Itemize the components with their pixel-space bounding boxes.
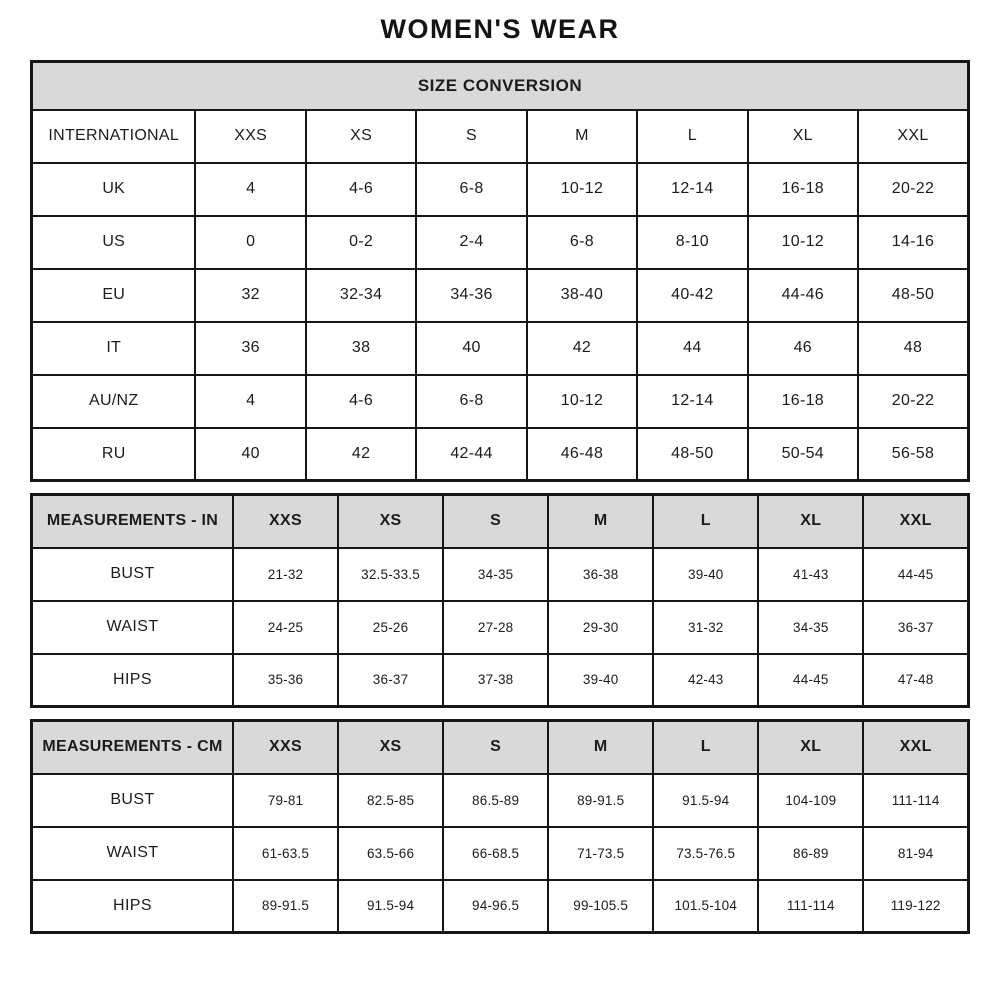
table-title-row [32,62,969,110]
corner-header: INTERNATIONAL [32,110,196,163]
column-header-row [32,110,969,163]
measurement-cell: 34-35 [758,601,863,654]
measurement-cell: 79-81 [233,774,338,827]
size-cell: 20-22 [858,163,969,216]
measurement-cell: 25-26 [338,601,443,654]
measurement-cell: 36-37 [863,601,968,654]
size-cell: 48 [858,322,969,375]
column-header: XXS [233,721,338,774]
size-cell: 0 [195,216,305,269]
size-cell: 48-50 [858,269,969,322]
size-cell: 14-16 [858,216,969,269]
measurement-cell: 89-91.5 [548,774,653,827]
size-cell: 4 [195,375,305,428]
measurement-cell: 94-96.5 [443,880,548,933]
measurement-cell: 111-114 [863,774,968,827]
size-cell: 42-44 [416,428,526,481]
column-header: XXS [233,495,338,548]
measurement-cell: 31-32 [653,601,758,654]
column-header: M [527,110,637,163]
measurement-cell: 47-48 [863,654,968,707]
size-cell: 46 [748,322,858,375]
column-header: XL [758,721,863,774]
measurement-cell: 39-40 [653,548,758,601]
measurement-cell: 24-25 [233,601,338,654]
size-cell: 32-34 [306,269,416,322]
size-cell: 6-8 [527,216,637,269]
measurement-cell: 119-122 [863,880,968,933]
measurement-cell: 36-38 [548,548,653,601]
table-row [32,375,969,428]
row-label: HIPS [32,654,233,707]
table-row [32,322,969,375]
column-header: S [443,721,548,774]
size-cell: 16-18 [748,375,858,428]
table-title: MEASUREMENTS - CM [32,721,233,774]
measurement-cell: 44-45 [863,548,968,601]
row-label: BUST [32,774,233,827]
table-row [32,601,969,654]
measurement-cell: 34-35 [443,548,548,601]
measurement-cell: 89-91.5 [233,880,338,933]
measurement-cell: 101.5-104 [653,880,758,933]
table-row [32,880,969,933]
column-header-row [32,495,969,548]
size-cell: 10-12 [748,216,858,269]
table-row [32,163,969,216]
measurement-cell: 66-68.5 [443,827,548,880]
row-label: AU/NZ [32,375,196,428]
size-cell: 10-12 [527,163,637,216]
size-cell: 40-42 [637,269,747,322]
column-header-row [32,721,969,774]
measurement-cell: 42-43 [653,654,758,707]
measurement-cell: 111-114 [758,880,863,933]
measurement-cell: 81-94 [863,827,968,880]
table-row [32,654,969,707]
measurement-cell: 44-45 [758,654,863,707]
measurement-cell: 29-30 [548,601,653,654]
column-header: XL [758,495,863,548]
size-cell: 12-14 [637,375,747,428]
size-cell: 48-50 [637,428,747,481]
size-cell: 10-12 [527,375,637,428]
size-conversion-table [30,60,970,482]
size-cell: 34-36 [416,269,526,322]
measurement-cell: 91.5-94 [338,880,443,933]
row-label: WAIST [32,827,233,880]
column-header: XS [338,721,443,774]
measurement-cell: 41-43 [758,548,863,601]
size-cell: 4-6 [306,163,416,216]
column-header: L [637,110,747,163]
size-cell: 6-8 [416,163,526,216]
measurement-cell: 39-40 [548,654,653,707]
size-cell: 0-2 [306,216,416,269]
row-label: BUST [32,548,233,601]
measurement-cell: 73.5-76.5 [653,827,758,880]
measurement-cell: 86.5-89 [443,774,548,827]
measurement-cell: 99-105.5 [548,880,653,933]
measurement-cell: 63.5-66 [338,827,443,880]
size-cell: 50-54 [748,428,858,481]
row-label: UK [32,163,196,216]
table-title: SIZE CONVERSION [32,62,969,110]
size-cell: 42 [527,322,637,375]
size-cell: 36 [195,322,305,375]
column-header: XXL [863,721,968,774]
measurement-cell: 37-38 [443,654,548,707]
size-cell: 56-58 [858,428,969,481]
size-cell: 38-40 [527,269,637,322]
table-row [32,774,969,827]
row-label: EU [32,269,196,322]
table-row [32,269,969,322]
column-header: S [416,110,526,163]
measurement-cell: 61-63.5 [233,827,338,880]
column-header: S [443,495,548,548]
size-cell: 32 [195,269,305,322]
column-header: L [653,721,758,774]
size-cell: 4 [195,163,305,216]
row-label: US [32,216,196,269]
column-header: XS [338,495,443,548]
size-cell: 8-10 [637,216,747,269]
table-row [32,548,969,601]
measurement-cell: 71-73.5 [548,827,653,880]
size-cell: 12-14 [637,163,747,216]
size-cell: 44-46 [748,269,858,322]
row-label: WAIST [32,601,233,654]
measurement-cell: 27-28 [443,601,548,654]
size-cell: 40 [195,428,305,481]
row-label: IT [32,322,196,375]
table-title: MEASUREMENTS - IN [32,495,233,548]
size-cell: 16-18 [748,163,858,216]
size-cell: 38 [306,322,416,375]
measurement-cell: 36-37 [338,654,443,707]
column-header: XXL [858,110,969,163]
table-row [32,216,969,269]
size-cell: 40 [416,322,526,375]
page-title: WOMEN'S WEAR [380,14,620,44]
column-header: XXL [863,495,968,548]
column-header: M [548,495,653,548]
measurement-cell: 32.5-33.5 [338,548,443,601]
row-label: RU [32,428,196,481]
column-header: M [548,721,653,774]
size-cell: 2-4 [416,216,526,269]
measurements-in-table [30,493,970,708]
size-cell: 6-8 [416,375,526,428]
column-header: XXS [195,110,305,163]
column-header: XS [306,110,416,163]
table-row [32,827,969,880]
measurement-cell: 82.5-85 [338,774,443,827]
measurement-cell: 21-32 [233,548,338,601]
size-cell: 4-6 [306,375,416,428]
size-cell: 42 [306,428,416,481]
measurement-cell: 91.5-94 [653,774,758,827]
column-header: L [653,495,758,548]
size-cell: 44 [637,322,747,375]
measurement-cell: 35-36 [233,654,338,707]
size-cell: 46-48 [527,428,637,481]
measurements-cm-table [30,719,970,934]
table-row [32,428,969,481]
size-cell: 20-22 [858,375,969,428]
measurement-cell: 86-89 [758,827,863,880]
column-header: XL [748,110,858,163]
measurement-cell: 104-109 [758,774,863,827]
row-label: HIPS [32,880,233,933]
